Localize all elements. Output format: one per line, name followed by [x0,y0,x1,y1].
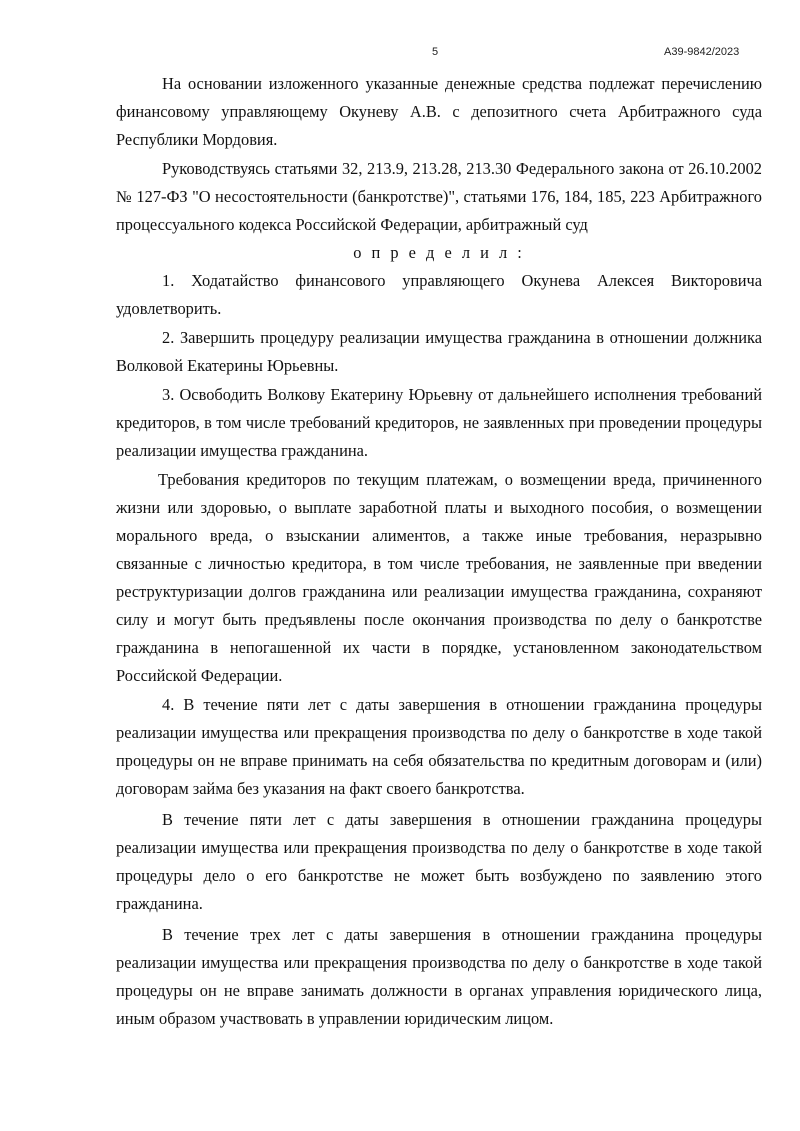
paragraph-three-years-management: В течение трех лет с даты завершения в отношении гражданина процедуры реализации имущества или прекращения производства по делу о банкротстве в ходе такой процедуры он не вправе занимать должности в органах управления юридического лица, иным образом участвовать в управлении юридическим лицом. [116,925,762,1028]
case-number: А39-9842/2023 [664,46,740,58]
paragraph-item-4: 4. В течение пяти лет с даты завершения в отношении гражданина процедуры реализации имущества или прекращения производства по делу о банкротстве в ходе такой процедуры он не вправе принимать на себя обязательства по кредитным договорам и (или) договорам займа без указания на факт своего банкротства. [116,695,762,798]
paragraph-transfer-funds: На основании изложенного указанные денежные средства подлежат перечислению финансовому управляющему Окуневу А.В. с депозитного счета Арбитражного суда Республики Мордовия. [116,74,762,149]
paragraph-item-1: 1. Ходатайство финансового управляющего Окунева Алексея Викторовича удовлетворить. [116,271,762,318]
ruling-heading: о п р е д е л и л : [353,243,525,262]
document-body [116,70,762,1033]
paragraph-five-years-case: В течение пяти лет с даты завершения в отношении гражданина процедуры реализации имущества или прекращения производства по делу о банкротстве в ходе такой процедуры дело о его банкротстве не может быть возбуждено по заявлению этого гражданина. [116,810,762,913]
paragraph-item-2: 2. Завершить процедуру реализации имущества гражданина в отношении должника Волковой Екатерины Юрьевны. [116,328,762,375]
paragraph-item-3: 3. Освободить Волкову Екатерину Юрьевну от дальнейшего исполнения требований кредиторов, в том числе требований кредиторов, не заявленных при проведении процедуры реализации имущества гражданина. [116,385,762,460]
paragraph-legal-basis: Руководствуясь статьями 32, 213.9, 213.28, 213.30 Федерального закона от 26.10.2002 № 127-ФЗ "О несостоятельности (банкротстве)", статьями 176, 184, 185, 223 Арбитражного процессуального кодекса Российской Федерации, арбитражный суд [116,159,762,234]
page-number: 5 [432,46,439,58]
paragraph-creditor-claims: Требования кредиторов по текущим платежам, о возмещении вреда, причиненного жизни или здоровью, о выплате заработной платы и выходного пособия, о возмещении морального вреда, о взыскании алиментов, а также иные требования, неразрывно связанные с личностью кредитора, в том числе требования, не заявленные при введении реструктуризации долгов гражданина или реализации имущества гражданина, сохраняют силу и могут быть предъявлены после окончания производства по делу о банкротстве гражданина в непогашенной их части в порядке, установленном законодательством Российской Федерации. [116,470,762,685]
